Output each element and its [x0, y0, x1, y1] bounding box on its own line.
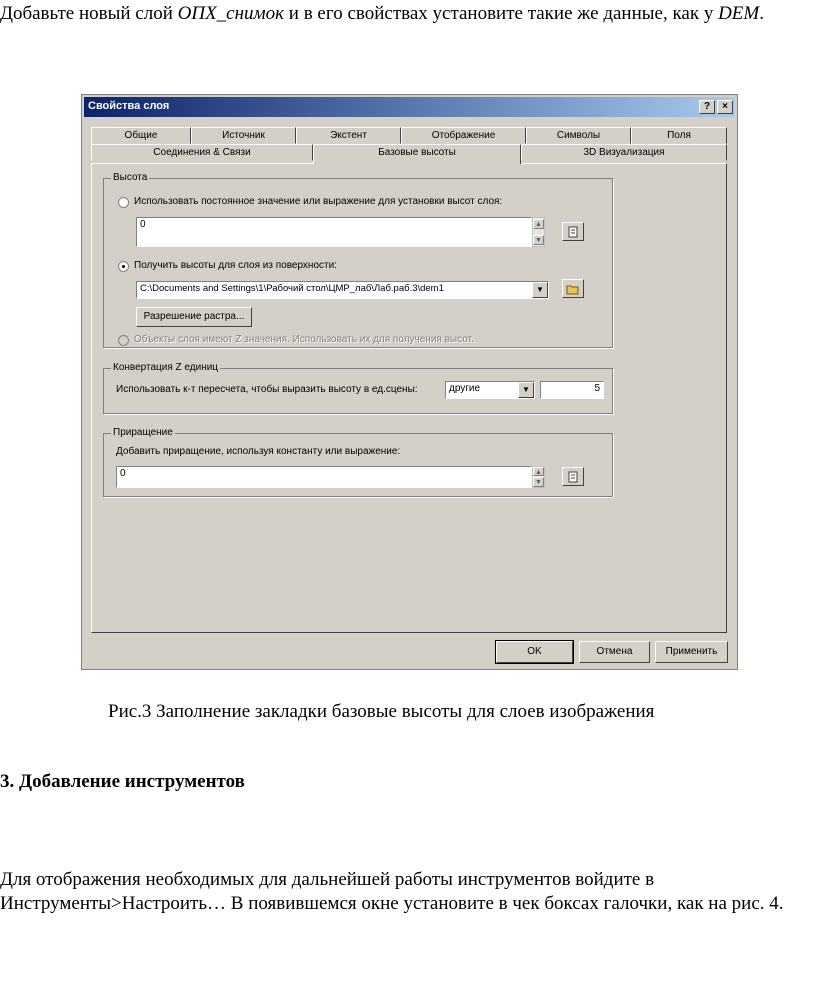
chevron-down-icon[interactable]: ▼ [532, 282, 548, 298]
tab-extent[interactable]: Экстент [296, 127, 401, 144]
close-icon[interactable]: × [717, 100, 733, 114]
figure-caption: Рис.3 Заполнение закладки базовые высоты для слоев изображения [108, 701, 655, 722]
constant-radio[interactable] [118, 197, 129, 208]
scroll-down-icon[interactable]: ▼ [533, 477, 544, 487]
tab-base-heights[interactable]: Базовые высоты [313, 144, 521, 164]
z-conversion-text: Использовать к-т пересчета, чтобы выразить высоту в ед.сцены: [116, 384, 418, 395]
apply-button[interactable]: Применить [655, 641, 728, 663]
surface-radio-label: Получить высоты для слоя из поверхности: [134, 260, 337, 271]
body-paragraph: Для отображения необходимых для дальнейшей работы инструментов войдите в Инструменты>Настроить… В появившемся окне установите в чек боксах галочки, как на рис. 4. [0, 869, 784, 914]
scroll-up-icon[interactable]: ▲ [533, 219, 544, 229]
expression-builder-button[interactable] [562, 222, 584, 241]
chevron-down-icon[interactable]: ▼ [518, 382, 534, 398]
tab-3d-display[interactable]: 3D Визуализация [521, 144, 727, 161]
constant-radio-label: Использовать постоянное значение или выражение для установки высот слоя: [134, 196, 503, 207]
constant-value-input[interactable]: 0 [136, 217, 532, 247]
layer-name-emphasis: ОПХ_снимок [177, 3, 285, 24]
z-values-radio[interactable] [118, 335, 129, 346]
scroll-up-icon[interactable]: ▲ [533, 467, 544, 476]
offset-expression-button[interactable] [562, 467, 584, 486]
raster-resolution-button[interactable]: Разрешение растра... [136, 307, 252, 327]
z-conversion-group [103, 362, 613, 414]
tab-symbols[interactable]: Символы [526, 127, 631, 144]
tab-display[interactable]: Отображение [401, 127, 526, 144]
calculator-icon [567, 471, 579, 483]
units-select[interactable] [445, 381, 535, 399]
dialog-titlebar [84, 97, 735, 117]
offset-group [103, 427, 613, 497]
scroll-down-icon[interactable]: ▼ [533, 235, 544, 245]
surface-path-select[interactable] [136, 281, 549, 299]
height-group-label: Высота [113, 172, 148, 183]
offset-group-label: Приращение [113, 427, 173, 438]
open-folder-icon [566, 283, 580, 295]
dialog-title: Свойства слоя [88, 100, 170, 112]
section-heading: 3. Добавление инструментов [0, 771, 245, 792]
offset-text: Добавить приращение, используя константу или выражение: [116, 446, 401, 457]
browse-button[interactable] [562, 279, 584, 298]
tab-panel [91, 163, 727, 633]
cancel-button[interactable]: Отмена [579, 641, 650, 663]
tab-joins-relates[interactable]: Соединения & Связи [91, 144, 313, 161]
surface-radio[interactable] [118, 261, 129, 272]
ok-button[interactable]: OK [496, 641, 573, 663]
units-value: другие [449, 383, 481, 394]
offset-value-input[interactable]: 0 [116, 466, 532, 488]
conversion-factor-input[interactable]: 5 [540, 381, 604, 399]
z-conversion-label: Конвертация Z единиц [113, 362, 219, 373]
constant-spin-scroll[interactable] [532, 217, 545, 247]
help-button[interactable]: ? [699, 100, 715, 114]
height-group [103, 172, 613, 348]
z-values-radio-label: Объекты слоя имеют Z значения. Использовать их для получения высот. [134, 334, 474, 345]
surface-path-value: C:\Documents and Settings\1\Рабочий стол\ЦМР_лаб\Лаб.раб.3\dem1 [140, 283, 444, 294]
tab-source[interactable]: Источник [191, 127, 296, 144]
layer-properties-dialog [81, 94, 738, 670]
dem-emphasis: DEM [718, 3, 760, 24]
intro-paragraph: Добавьте новый слой ОПХ_снимок и в его свойствах установите такие же данные, как у DEM. [0, 3, 764, 24]
tab-fields[interactable]: Поля [631, 127, 727, 144]
tab-general[interactable]: Общие [91, 127, 191, 144]
offset-spin-scroll[interactable] [532, 466, 545, 488]
calculator-icon [567, 226, 579, 238]
